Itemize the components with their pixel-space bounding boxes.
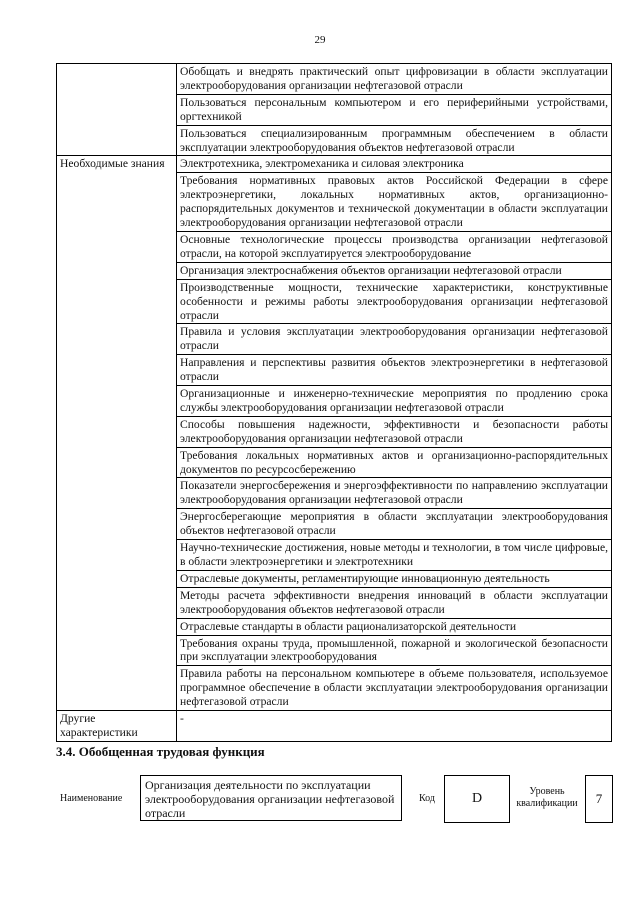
row-value: Отраслевые стандарты в области рационализаторской деятельности <box>177 618 612 635</box>
function-name-box <box>140 775 402 821</box>
code-label: Код <box>419 793 435 804</box>
row-value: Требования локальных нормативных актов и организационно-распорядительных документов по ресурсосбережению <box>177 447 612 478</box>
row-value: Методы расчета эффективности внедрения инноваций в области эксплуатации электрооборудования объектов нефтегазовой отрасли <box>177 587 612 618</box>
function-name-value: Организация деятельности по эксплуатации электрооборудования организации нефтегазовой отрасли <box>145 778 395 820</box>
table-row <box>57 156 612 173</box>
row-value: Пользоваться специализированным программным обеспечением в области эксплуатации электрооборудования объектов нефтегазовой отрасли <box>177 125 612 156</box>
row-value: Пользоваться персональным компьютером и его периферийными устройствами, оргтехникой <box>177 94 612 125</box>
row-value: Организационные и инженерно-технические мероприятия по продлению срока службы электрооборудования организации нефтегазовой отрасли <box>177 386 612 417</box>
row-value: Научно-технические достижения, новые методы и технологии, в том числе цифровые, в области электроэнергетики и электротехники <box>177 540 612 571</box>
row-value: Организация электроснабжения объектов организации нефтегазовой отрасли <box>177 262 612 279</box>
name-label: Наименование <box>60 793 123 804</box>
level-value: 7 <box>595 791 603 806</box>
row-value: Направления и перспективы развития объектов электроэнергетики в нефтегазовой отрасли <box>177 355 612 386</box>
code-box <box>444 775 510 823</box>
page-number: 29 <box>314 34 326 46</box>
requirements-table <box>56 63 612 742</box>
row-value: Электротехника, электромеханика и силовая электроника <box>177 156 612 173</box>
row-value: Способы повышения надежности, эффективности и безопасности работы электрооборудования организации нефтегазовой отрасли <box>177 416 612 447</box>
table-row <box>57 64 612 95</box>
row-value: Правила работы на персональном компьютере в объеме пользователя, используемое программное обеспечение в области эксплуатации электрооборудования организации нефтегазовой отрасли <box>177 666 612 711</box>
row-value: Основные технологические процессы производства организации нефтегазовой отрасли, на которой эксплуатируется электрооборудование <box>177 231 612 262</box>
row-value: Обобщать и внедрять практический опыт цифровизации в области эксплуатации электрооборудования организации нефтегазовой отрасли <box>177 64 612 95</box>
row-label <box>57 64 177 156</box>
row-value: Требования нормативных правовых актов Российской Федерации в сфере электроэнергетики, локальных нормативных актов, организационно-распорядительных документов и технической документации в области эксплуатации электрооборудования организации нефтегазовой отрасли <box>177 173 612 232</box>
code-value: D <box>471 791 483 806</box>
row-value: Правила и условия эксплуатации электрооборудования организации нефтегазовой отрасли <box>177 324 612 355</box>
table-row <box>57 711 612 742</box>
row-value: Требования охраны труда, промышленной, пожарной и экологической безопасности при эксплуатации электрооборудования <box>177 635 612 666</box>
row-label: Необходимые знания <box>57 156 177 711</box>
row-value: Отраслевые документы, регламентирующие инновационную деятельность <box>177 570 612 587</box>
row-value: Показатели энергосбережения и энергоэффективности по направлению эксплуатации электрооборудования организации нефтегазовой отрасли <box>177 478 612 509</box>
row-label: Другие характеристики <box>57 711 177 742</box>
row-value: - <box>177 711 612 742</box>
row-value: Энергосберегающие мероприятия в области эксплуатации электрооборудования объектов нефтегазовой отрасли <box>177 509 612 540</box>
level-box <box>585 775 613 823</box>
section-title: 3.4. Обобщенная трудовая функция <box>56 744 265 759</box>
level-label: Уровень квалификации <box>516 786 578 809</box>
row-value: Производственные мощности, технические характеристики, конструктивные особенности и режимы работы электрооборудования организации нефтегазовой отрасли <box>177 279 612 324</box>
